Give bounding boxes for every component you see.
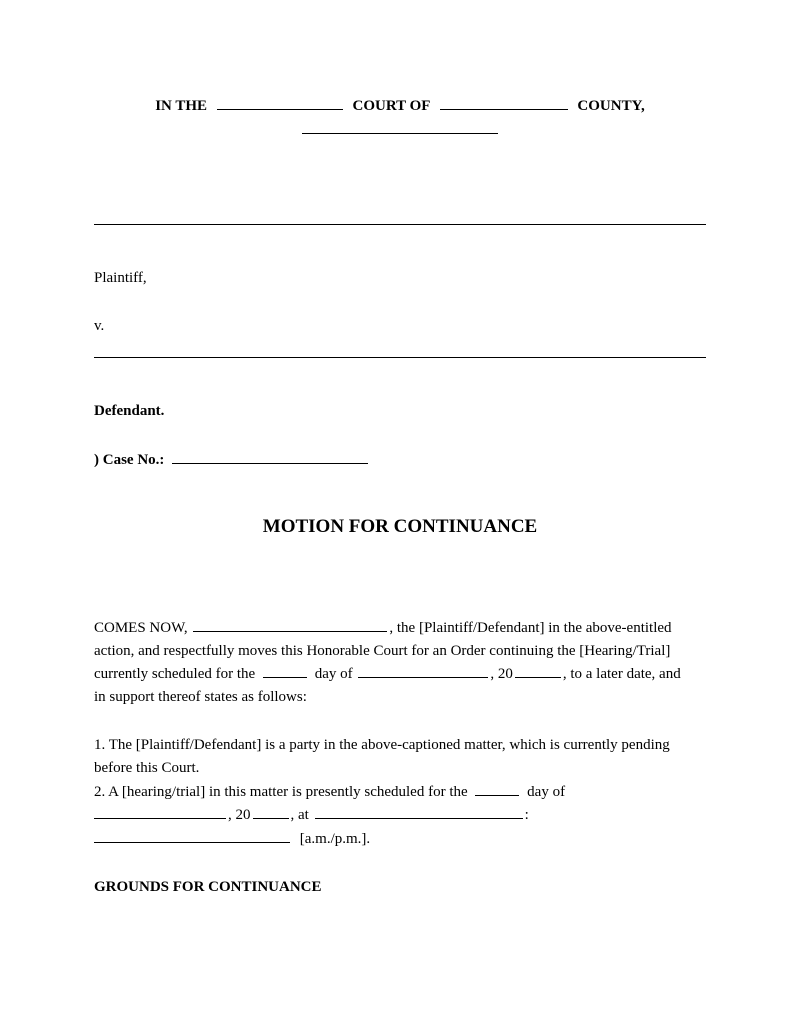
intro-line-4: in support thereof states as follows: [94, 689, 307, 705]
item-1-line-2: before this Court. [94, 760, 200, 776]
court-of-label: COURT OF [352, 98, 430, 114]
court-name-blank[interactable] [217, 95, 343, 110]
item-2-line-1: 2. A [hearing/trial] in this matter is presently scheduled for the day of [94, 781, 706, 805]
plaintiff-name-line[interactable] [94, 224, 706, 225]
defendant-label: Defendant. [94, 403, 165, 419]
hearing-day-blank[interactable] [263, 663, 307, 678]
item-2-month-blank[interactable] [94, 804, 226, 819]
intro-line-3: currently scheduled for the day of , 20 , to a later date, and [94, 663, 734, 687]
county-name-blank[interactable] [440, 95, 568, 110]
item-2-day-blank[interactable] [475, 781, 519, 796]
intro-line-1: COMES NOW, , the [Plaintiff/Defendant] in the above-entitled [94, 617, 706, 641]
item-2-time-blank[interactable] [315, 804, 523, 819]
plaintiff-label: Plaintiff, [94, 270, 147, 286]
item-2-year-blank[interactable] [253, 804, 289, 819]
in-the-label: IN THE [155, 98, 208, 114]
case-number-blank[interactable] [172, 449, 368, 464]
case-number-row [94, 449, 368, 472]
grounds-heading: GROUNDS FOR CONTINUANCE [94, 879, 322, 895]
hearing-year-blank[interactable] [515, 663, 561, 678]
item-2-location-blank[interactable] [94, 828, 290, 843]
hearing-month-blank[interactable] [358, 663, 488, 678]
versus-label: v. [94, 318, 105, 334]
party-name-blank[interactable] [193, 617, 387, 632]
item-2-line-3: [a.m./p.m.]. [94, 828, 706, 852]
court-header [0, 95, 800, 118]
case-number-label: ) Case No.: [94, 452, 165, 468]
defendant-name-line[interactable] [94, 357, 706, 358]
intro-line-2: action, and respectfully moves this Honorable Court for an Order continuing the [Hearing/Trial] [94, 643, 671, 659]
county-label: COUNTY, [577, 98, 645, 114]
document-title: MOTION FOR CONTINUANCE [262, 516, 538, 537]
court-header-second-blank[interactable] [302, 133, 498, 134]
item-2-line-2: , 20 , at : [94, 804, 706, 828]
item-1-line-1: 1. The [Plaintiff/Defendant] is a party in the above-captioned matter, which is currently pending [94, 737, 670, 753]
